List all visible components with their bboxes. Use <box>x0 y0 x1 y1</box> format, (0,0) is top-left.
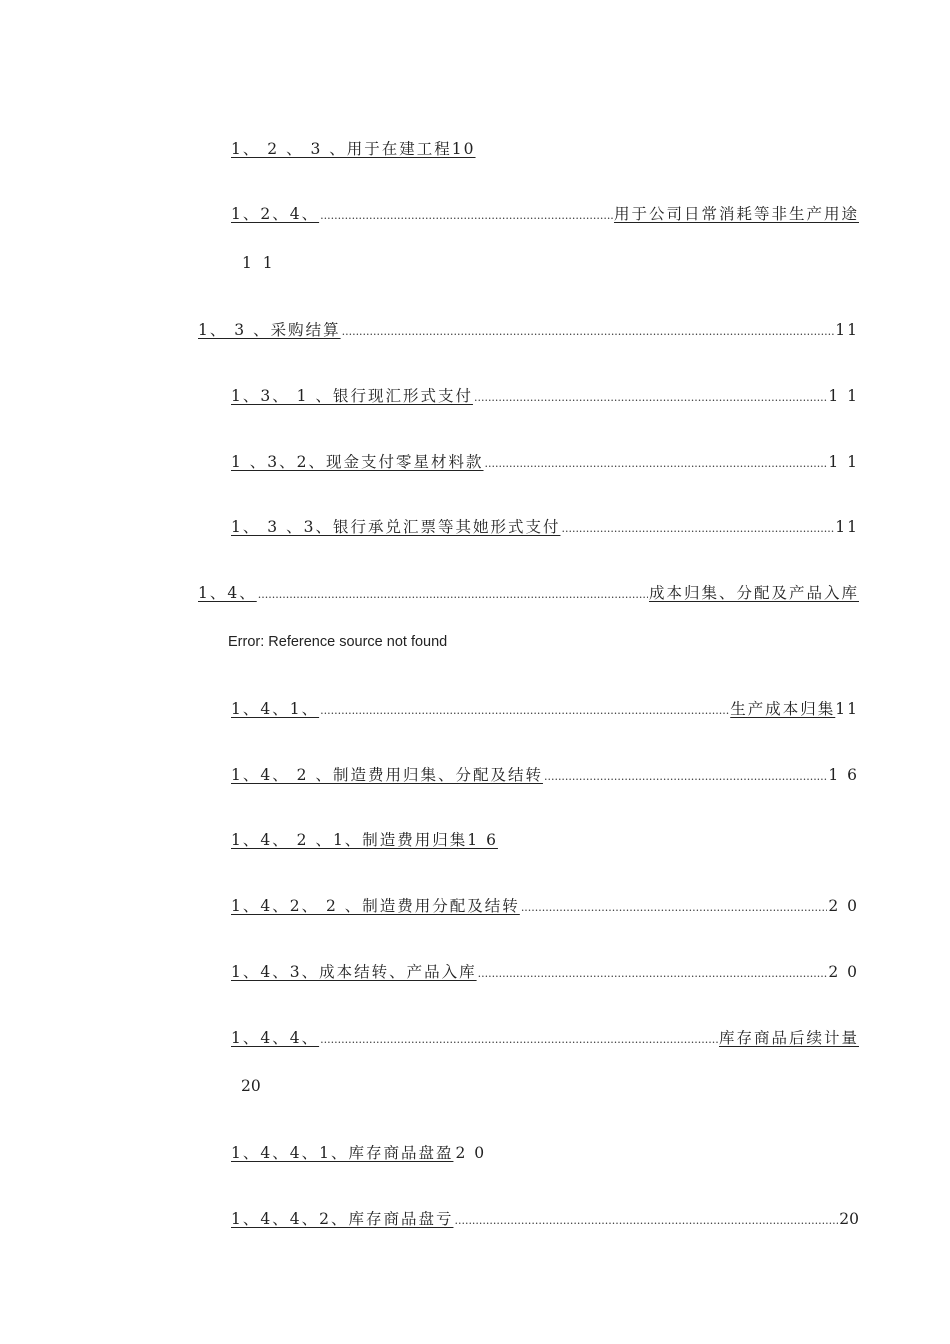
leader-dots <box>320 1029 718 1051</box>
toc-page-number: 20 <box>839 1210 859 1228</box>
toc-entry-1-4-3[interactable] <box>231 961 859 985</box>
toc-page-number: 2 0 <box>455 1144 487 1162</box>
toc-entry-prefix[interactable]: 1、4、4、 <box>231 1029 320 1047</box>
toc-entry-prefix[interactable]: 1、4、 <box>198 584 257 602</box>
toc-entry-text[interactable]: 1、4、 2 、制造费用归集、分配及结转 <box>231 766 543 784</box>
leader-dots <box>561 518 834 540</box>
toc-page-number: 1 6 <box>828 766 859 784</box>
toc-entry-text[interactable]: 成本归集、分配及产品入库 <box>648 584 859 602</box>
toc-entry-prefix[interactable]: 1、2、4、 <box>231 205 320 223</box>
toc-entry-1-4-4-2[interactable] <box>231 1208 859 1232</box>
toc-entry-text[interactable]: 1、4、2、 2 、制造费用分配及结转 <box>231 897 520 915</box>
toc-entry-text[interactable]: 1、4、4、2、库存商品盘亏 <box>231 1210 454 1228</box>
reference-error-text: Error: Reference source not found <box>228 634 448 650</box>
leader-dots <box>454 1210 838 1232</box>
toc-page-number: 1 1 <box>242 254 276 272</box>
toc-entry-1-4[interactable] <box>198 582 859 606</box>
toc-entry-1-4-2[interactable] <box>231 764 859 788</box>
toc-entry-text[interactable]: 1 、3、2、现金支付零星材料款 <box>231 453 484 471</box>
leader-dots <box>342 321 835 343</box>
leader-dots <box>544 766 827 788</box>
toc-page-number: 11 <box>835 518 859 536</box>
toc-page-number: 11 <box>835 700 859 718</box>
leader-dots <box>320 700 729 722</box>
toc-entry-1-3-1[interactable] <box>231 385 859 409</box>
toc-entry-text[interactable]: 1、4、 2 、1、制造费用归集1 6 <box>231 831 498 849</box>
leader-dots <box>258 584 648 606</box>
toc-entry-text[interactable]: 1、 3 、采购结算 <box>198 321 341 339</box>
leader-dots <box>478 963 828 985</box>
leader-dots <box>474 387 827 409</box>
toc-page-number: 2 0 <box>828 963 859 981</box>
toc-entry-1-4-2-1[interactable] <box>231 829 498 851</box>
leader-dots <box>485 453 828 475</box>
toc-entry-1-3[interactable] <box>198 319 859 343</box>
toc-entry-1-3-2[interactable] <box>231 451 859 475</box>
toc-page-number: 2 0 <box>828 897 859 915</box>
toc-entry-1-2-3[interactable] <box>231 138 476 160</box>
toc-entry-1-2-4[interactable] <box>231 203 859 227</box>
toc-entry-text[interactable]: 1、4、4、1、库存商品盘盈 <box>231 1144 454 1162</box>
toc-entry-text[interactable]: 1、4、3、成本结转、产品入库 <box>231 963 477 981</box>
toc-entry-text[interactable]: 用于公司日常消耗等非生产用途 <box>613 205 859 223</box>
toc-entry-1-4-4-1[interactable] <box>231 1142 486 1164</box>
toc-page-number: 11 <box>835 321 859 339</box>
leader-dots <box>521 897 828 919</box>
toc-entry-text[interactable]: 1、 3 、3、银行承兑汇票等其她形式支付 <box>231 518 561 536</box>
toc-entry-prefix[interactable]: 1、4、1、 <box>231 700 320 718</box>
toc-entry-1-3-3[interactable] <box>231 516 859 540</box>
toc-entry-text[interactable]: 库存商品后续计量 <box>718 1029 859 1047</box>
toc-entry-text[interactable]: 生产成本归集 <box>730 700 836 718</box>
toc-entry-text[interactable]: 1、3、 1 、银行现汇形式支付 <box>231 387 473 405</box>
toc-entry-text[interactable]: 1、 2 、 3 、用于在建工程10 <box>231 140 476 158</box>
toc-entry-1-4-2-2[interactable] <box>231 895 859 919</box>
toc-entry-1-4-4[interactable] <box>231 1027 859 1051</box>
leader-dots <box>320 205 613 227</box>
toc-entry-1-4-1[interactable] <box>231 698 859 722</box>
toc-page-number: 1 1 <box>828 387 859 405</box>
toc-page-number: 1 1 <box>828 453 859 471</box>
toc-page-number: 20 <box>241 1077 261 1095</box>
